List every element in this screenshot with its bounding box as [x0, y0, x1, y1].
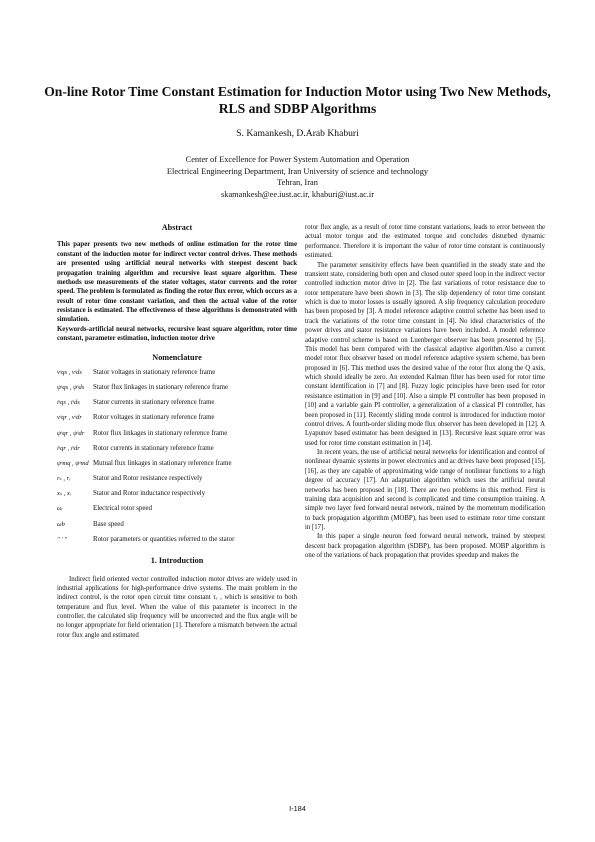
- body-paragraph: The parameter sensitivity effects have been quantified in the steady state and the transient state, considering both open and closed outer speed loop in the indirect vector controlled induction motor drive in [2]. The fast variations of rotor resistance due to rotor temperature have been shown in [3]. The slip dependency of rotor time constant which is due to motor losses is usually ignored. A slip frequency calculation procedure has been proposed by [3]. A model reference adaptive control scheme has been used to track the variations of the rotor time constant in [4]. No ideal characteristics of the power drives and stator resistance variations have been included. A model reference adaptive control scheme is based on Luenberger observer has been presented by [5]. This model has been compared with the classical adaptive algorithm.Also a current model rotor flux observer based on model reference adaptive system scheme, has been proposed in [6]. This method uses the desired value of the rotor flux along the Q axis, which should ideally be zero. An extended Kalman filter has been used for rotor time constant identification in [7] and [8]. Fuzzy logic principles have been used for rotor resistance estimation in [9] and [10]. Also a simple PI controller has been proposed in [10] and a variable gain PI controller, a generalization of a classical PI controller, has been proposed in [11]. Recently sliding mode control is introduced for induction motor control drives. A fourth-order sliding mode flux observer has been developed in [12]. A Lyapunov based estimator has been designed in [13]. Recursive least square error was used for rotor time constant estimation in [14].: [305, 261, 545, 447]
- nomenclature-description: Rotor parameters or quantities referred to the stator: [93, 535, 235, 543]
- introduction-paragraph: Indirect field oriented vector controlled induction motor drives are widely used in industrial applications for high-performance drive systems. The main problem in the indirect control, is the rotor open circuit time constant τᵣ , which is sensitive to both temperature and flux level. When the value of this parameter is incorrect in the controller, the calculated slip frequency will be uncorrected and the flux angle will be no longer appropriate for field orientation [1]. Therefore a mismatch between the actual rotor flux angle and estimated: [57, 575, 297, 639]
- nomenclature-description: Rotor currents in stationary reference frame: [93, 444, 214, 452]
- body-paragraph: rotor flux angle, as a result of rotor time constant variations, leads to error between the actual motor torque and the estimated torque and concludes disturbed dynamic performance. Therefore it is important the value of rotor time constant is continuously estimated.: [305, 224, 545, 260]
- nomenclature-row: [57, 517, 297, 532]
- nomenclature-symbol: ψˢmq , ψˢmd: [57, 459, 89, 467]
- nomenclature-row: [57, 426, 297, 441]
- nomenclature-symbol: vˢqs , vˢds: [57, 368, 82, 376]
- nomenclature-row: [57, 502, 297, 517]
- affiliation: [40, 154, 555, 200]
- affiliation-emails: skamankesh@ee.iust.ac.ir, khaburi@iust.ac.ir: [221, 189, 374, 199]
- paper-title: On-line Rotor Time Constant Estimation for Induction Motor using Two New Methods, RLS and SDBP Algorithms: [44, 84, 551, 116]
- nomenclature-row: [57, 395, 297, 410]
- nomenclature-description: Stator currents in stationary reference frame: [93, 399, 215, 407]
- authors: S. Kamankesh, D.Arab Khaburi: [236, 128, 359, 139]
- nomenclature-row: [57, 380, 297, 395]
- introduction-heading: 1. Introduction: [150, 556, 204, 566]
- left-column: [57, 223, 297, 640]
- nomenclature-symbol: vˢqr , vˢdr: [57, 414, 82, 422]
- nomenclature-description: Rotor flux linkages in stationary reference frame: [93, 429, 228, 437]
- nomenclature-symbol: ωb: [57, 520, 65, 528]
- nomenclature-symbol: ωᵣ: [57, 505, 64, 513]
- nomenclature-description: Stator flux linkages in stationary reference frame: [93, 383, 229, 391]
- nomenclature-symbol: iˢqr , iˢdr: [57, 444, 80, 452]
- nomenclature-description: Base speed: [93, 520, 124, 528]
- affiliation-line: Electrical Engineering Department, Iran University of science and technology: [166, 166, 429, 176]
- nomenclature-row: [57, 532, 297, 547]
- page-number: I-184: [289, 804, 306, 813]
- abstract-heading: Abstract: [161, 223, 193, 232]
- nomenclature-row: [57, 456, 297, 471]
- nomenclature-description: Rotor voltages in stationary reference frame: [93, 414, 215, 422]
- nomenclature-list: [57, 365, 297, 547]
- affiliation-line: Tehran, Iran: [277, 178, 318, 188]
- nomenclature-symbol: rₛ , rᵣ: [57, 475, 71, 483]
- body-paragraph: In this paper a single neuron feed forward neural network, trained by steepest descent back propagation algorithm (SDBP), has been proposed. MOBP algorithm is one of the variations of back propagation that provides speedup and makes the: [305, 533, 545, 560]
- nomenclature-row: [57, 410, 297, 425]
- nomenclature-symbol: ψˢqs , ψˢds: [57, 383, 85, 391]
- nomenclature-row: [57, 486, 297, 501]
- nomenclature-symbol: iˢqs , iˢds: [57, 399, 80, 407]
- nomenclature-symbol: " ' ": [57, 535, 68, 543]
- abstract-text: This paper presents two new methods of online estimation for the rotor time constant of the induction motor for indirect vector control drives. These methods are presented using artificial neural networks with steepest descent back propagation training algorithm and recursive least square algorithm. These methods use measurements of the stator voltages, stator currents and the rotor speed. The problem is formulated as finding the rotor flux error, which occurs as a result of rotor time constant variation, and then the actual value of the rotor resistance is estimated. The effectiveness of these algorithms is demonstrated with simulation.: [57, 241, 297, 324]
- nomenclature-description: Electrical rotor speed: [93, 505, 152, 513]
- nomenclature-description: Mutual flux linkages in stationary reference frame: [93, 459, 232, 467]
- nomenclature-description: Stator and Rotor inductance respectively: [93, 490, 206, 498]
- keywords: Keywords-artificial neural networks, recursive least square algorithm, rotor time constant, parameter estimation, induction motor drive: [57, 325, 297, 343]
- nomenclature-description: Stator voltages in stationary reference frame: [93, 368, 216, 376]
- nomenclature-heading: Nomenclature: [152, 352, 202, 362]
- nomenclature-symbol: xₛ , xᵣ: [57, 490, 72, 498]
- body-paragraph: In recent years, the use of artificial neural networks for identification and control of nonlinear dynamic systems in power electronics and ac drives have been proposed [15], [16], as they are capable of approximating wide range of nonlinear functions to a high degree of accuracy [17]. An adaptation algorithm which uses the artificial neural networks has been proposed in [18]. There are two problems in this method. First is training data acquisition and second is complicated and time consumption training. A simple two layer feed forward neural network, trained by the momentum modification to back propagation algorithm (MOBP), has been used to estimate rotor time constant in [17].: [305, 449, 545, 531]
- nomenclature-description: Stator and Rotor resistance respectively: [93, 475, 203, 483]
- nomenclature-row: [57, 365, 297, 380]
- affiliation-line: Center of Excellence for Power System Automation and Operation: [185, 155, 410, 164]
- nomenclature-symbol: ψˢqr , ψˢdr: [57, 429, 85, 437]
- nomenclature-row: [57, 471, 297, 486]
- nomenclature-row: [57, 441, 297, 456]
- right-column: [305, 223, 545, 561]
